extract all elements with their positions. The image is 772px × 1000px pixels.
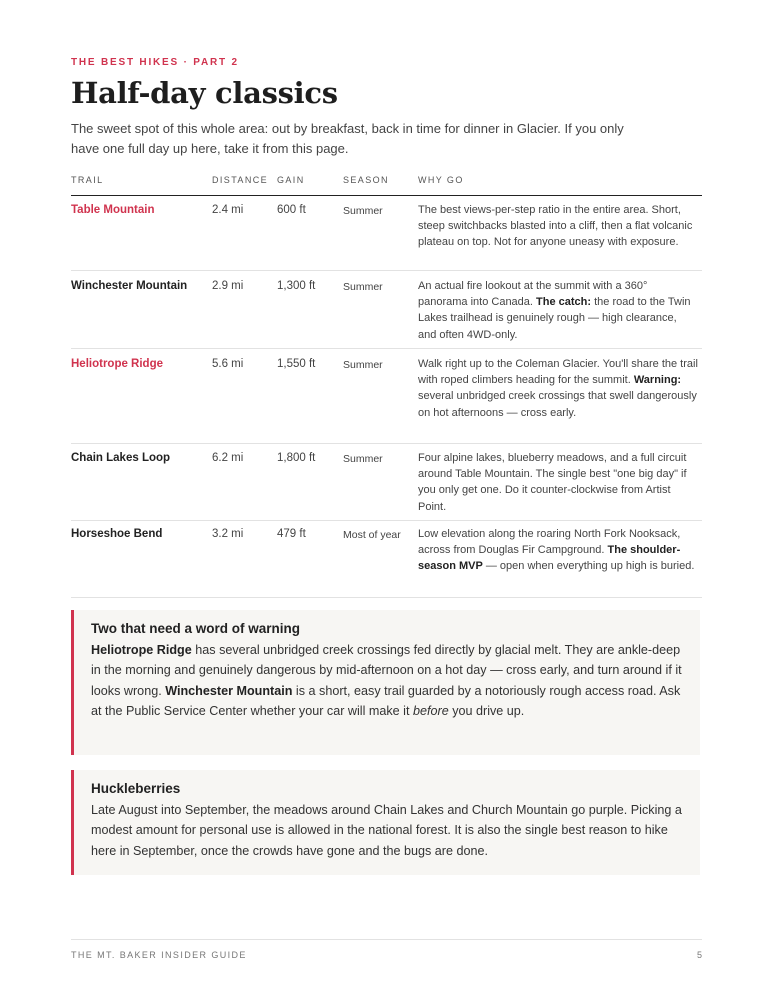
trail-season: Summer xyxy=(343,453,383,465)
trail-gain: 1,550 ft xyxy=(277,358,316,370)
trail-gain: 1,300 ft xyxy=(277,280,316,292)
trail-why-go: Walk right up to the Coleman Glacier. You'll share the trail with roped climbers heading for the summit. Warning: several unbridged creek crossings that swell dangerously on hot afternoons — cross early. xyxy=(418,358,698,419)
trail-why-go: An actual fire lookout at the summit with a 360° panorama into Canada. The catch: the road to the Twin Lakes trailhead is genuinely rough — high clearance, and often 4WD-only. xyxy=(418,280,691,341)
trail-gain: 1,800 ft xyxy=(277,452,316,464)
trail-name: Heliotrope Ridge xyxy=(71,358,164,370)
table-row xyxy=(71,349,702,444)
table-row xyxy=(71,444,702,521)
trail-season: Summer xyxy=(343,359,383,371)
column-header-season: SEASON xyxy=(343,175,389,185)
huckleberry-callout-title: Huckleberries xyxy=(91,781,181,796)
trail-name: Chain Lakes Loop xyxy=(71,452,171,464)
trail-distance: 6.2 mi xyxy=(212,452,244,464)
table-row xyxy=(71,196,702,271)
trail-distance: 3.2 mi xyxy=(212,528,244,540)
trail-why-go: Four alpine lakes, blueberry meadows, and a full circuit around Table Mountain. The single best "one big day" if you only get one. Do it counter-clockwise from Artist Point. xyxy=(418,452,687,513)
table-row xyxy=(71,271,702,349)
trail-name: Horseshoe Bend xyxy=(71,528,163,540)
trail-season: Summer xyxy=(343,205,383,217)
trail-gain: 600 ft xyxy=(277,204,306,216)
page-title: Half-day classics xyxy=(71,76,338,110)
trail-name: Table Mountain xyxy=(71,204,155,216)
table-row xyxy=(71,521,702,598)
column-header-distance: DISTANCE xyxy=(212,175,269,185)
trail-why-go: The best views-per-step ratio in the entire area. Short, steep switchbacks blasted into a cliff, then a flat volcanic plateau on top. Not for anyone uneasy with exposure. xyxy=(418,204,693,249)
column-header-trail: TRAIL xyxy=(71,175,104,185)
warning-callout-title: Two that need a word of warning xyxy=(91,621,300,636)
trail-distance: 2.4 mi xyxy=(212,204,244,216)
huckleberry-callout-text: Late August into September, the meadows around Chain Lakes and Church Mountain go purple. Picking a modest amount for personal use is allowed in the national forest. It is also the single best reason to hike here in September, once the crowds have gone and the bugs are done. xyxy=(91,803,682,858)
intro-paragraph: The sweet spot of this whole area: out by breakfast, back in time for dinner in Glacier. If you only have one full day up here, take it from this page. xyxy=(71,121,624,156)
warning-callout-text: Heliotrope Ridge has several unbridged creek crossings fed directly by glacial melt. They are ankle-deep in the morning and genuinely dangerous by mid-afternoon on a hot day — cross early, and turn around if it looks wrong. Winchester Mountain is a short, easy trail guarded by a notoriously rough access road. Ask at the Public Service Center whether your car will make it before you drive up. xyxy=(91,643,682,718)
trail-season: Summer xyxy=(343,281,383,293)
trail-distance: 2.9 mi xyxy=(212,280,244,292)
trail-gain: 479 ft xyxy=(277,528,306,540)
trail-distance: 5.6 mi xyxy=(212,358,244,370)
trail-name: Winchester Mountain xyxy=(71,280,188,292)
trail-season: Most of year xyxy=(343,529,401,541)
table-header xyxy=(71,175,702,196)
footer-guide-title: THE MT. BAKER INSIDER GUIDE xyxy=(71,950,247,960)
footer-divider xyxy=(71,939,702,940)
column-header-gain: GAIN xyxy=(277,175,305,185)
warning-callout xyxy=(71,610,700,755)
section-eyebrow: THE BEST HIKES · PART 2 xyxy=(71,57,239,68)
huckleberry-callout xyxy=(71,770,700,875)
page-number: 5 xyxy=(696,950,702,960)
trail-why-go: Low elevation along the roaring North Fork Nooksack, across from Douglas Fir Campground. The shoulder-season MVP — open when everything up high is buried. xyxy=(418,528,695,573)
column-header-why-go: WHY GO xyxy=(418,175,464,185)
